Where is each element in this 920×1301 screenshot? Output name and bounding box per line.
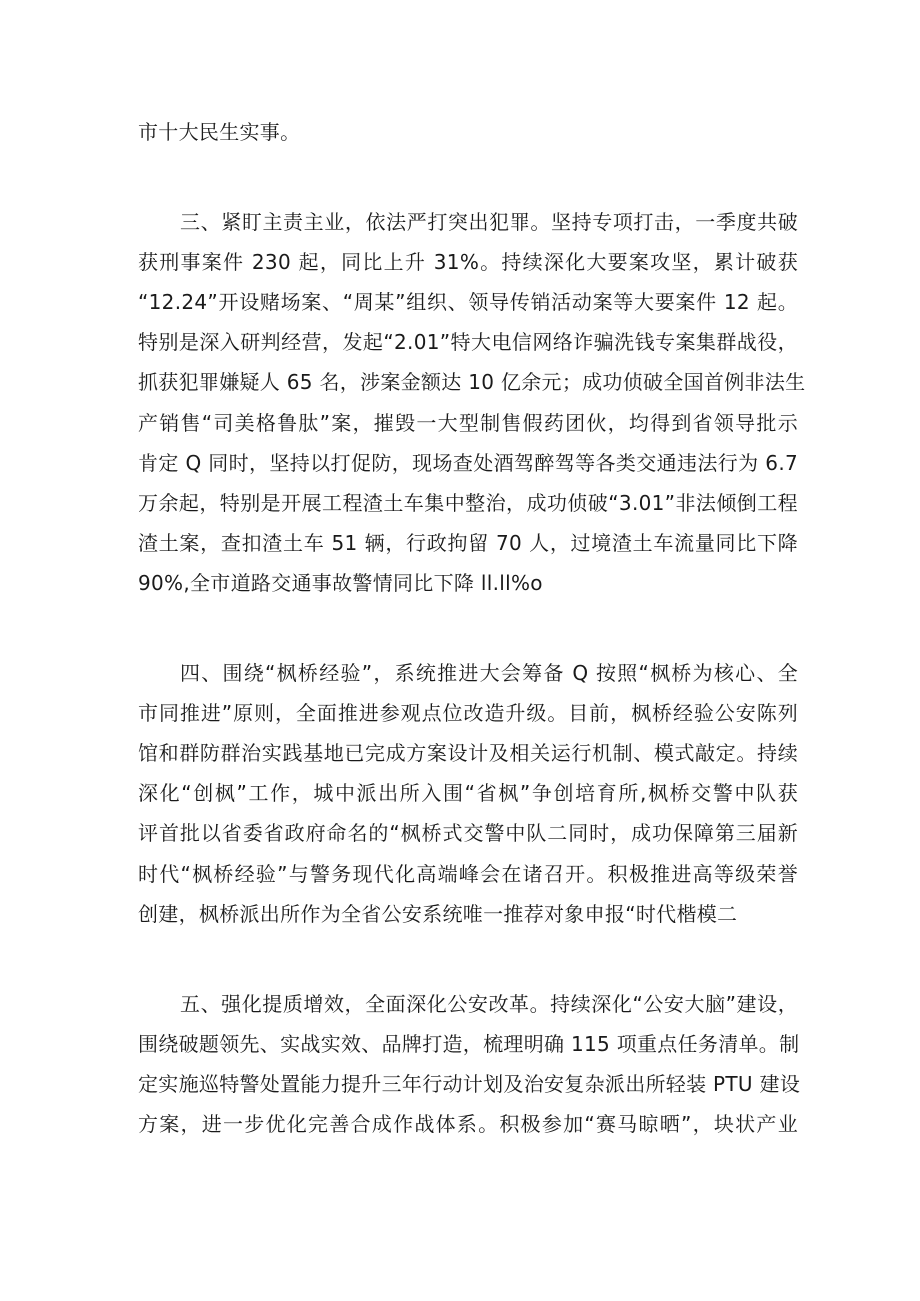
text-line: 市同推进”原则，全面推进参观点位改造升级。目前，枫桥经验公安陈列 <box>138 701 798 726</box>
text-line: 肯定 Q 同时，坚持以打促防，现场查处酒驾醉驾等各类交通违法行为 6.7 <box>138 450 798 475</box>
text-line: 定实施巡特警处置能力提升三年行动计划及治安复杂派出所轻装 PTU 建设 <box>138 1071 801 1096</box>
text-line: 评首批以省委省政府命名的“枫桥式交警中队二同时，成功保障第三届新 <box>138 821 798 846</box>
text-line: “12.24”开设赌场案、“周某”组织、领导传销活动案等大要案件 12 起。 <box>138 290 798 315</box>
text-line: 三、紧盯主责主业，依法严打突出犯罪。坚持专项打击，一季度共破 <box>180 210 798 235</box>
text-line: 时代“枫桥经验”与警务现代化高端峰会在诸召开。积极推进高等级荣誉 <box>138 861 798 886</box>
text-line: 万余起，特别是开展工程渣土车集中整治，成功侦破“3.01”非法倾倒工程 <box>138 490 798 515</box>
text-line: 特别是深入研判经营，发起“2.01”特大电信网络诈骗洗钱专案集群战役， <box>138 330 798 355</box>
paragraph-continuation <box>138 112 798 152</box>
text-line: 产销售“司美格鲁肽”案，摧毁一大型制售假药团伙，均得到省领导批示 <box>138 410 798 435</box>
paragraph-section-five <box>138 984 801 1144</box>
text-line: 创建，枫桥派出所作为全省公安系统唯一推荐对象申报“时代楷模二 <box>138 901 738 926</box>
paragraph-section-four <box>138 653 798 934</box>
paragraph-gap <box>138 152 798 202</box>
text-line: 获刑事案件 230 起，同比上升 31%。持续深化大要案攻坚，累计破获 <box>138 250 798 275</box>
paragraph-gap <box>138 934 798 984</box>
text-line: 市十大民生实事。 <box>138 120 301 144</box>
paragraph-gap <box>138 603 798 653</box>
text-line: 90%,全市道路交通事故警情同比下降 ll.ll%o <box>138 570 543 595</box>
text-line: 五、强化提质增效，全面深化公安改革。持续深化“公安大脑”建设， <box>180 991 798 1016</box>
text-line: 围绕破题领先、实战实效、品牌打造，梳理明确 115 项重点任务清单。制 <box>138 1031 800 1056</box>
text-line: 深化“创枫”工作，城中派出所入围“省枫”争创培育所,枫桥交警中队获 <box>138 781 798 806</box>
text-line: 方案，进一步优化完善合成作战体系。积极参加“赛马晾晒”，块状产业 <box>138 1111 798 1136</box>
text-line: 馆和群防群治实践基地已完成方案设计及相关运行机制、模式敲定。持续 <box>138 741 798 766</box>
text-line: 四、围绕“枫桥经验”，系统推进大会筹备 Q 按照“枫桥为核心、全 <box>180 661 798 686</box>
document-body <box>138 112 806 1144</box>
text-line: 抓获犯罪嫌疑人 65 名，涉案金额达 10 亿余元；成功侦破全国首例非法生 <box>138 370 806 395</box>
paragraph-section-three <box>138 202 806 603</box>
text-line: 渣土案，查扣渣土车 51 辆，行政拘留 70 人，过境渣土车流量同比下降 <box>138 530 798 555</box>
